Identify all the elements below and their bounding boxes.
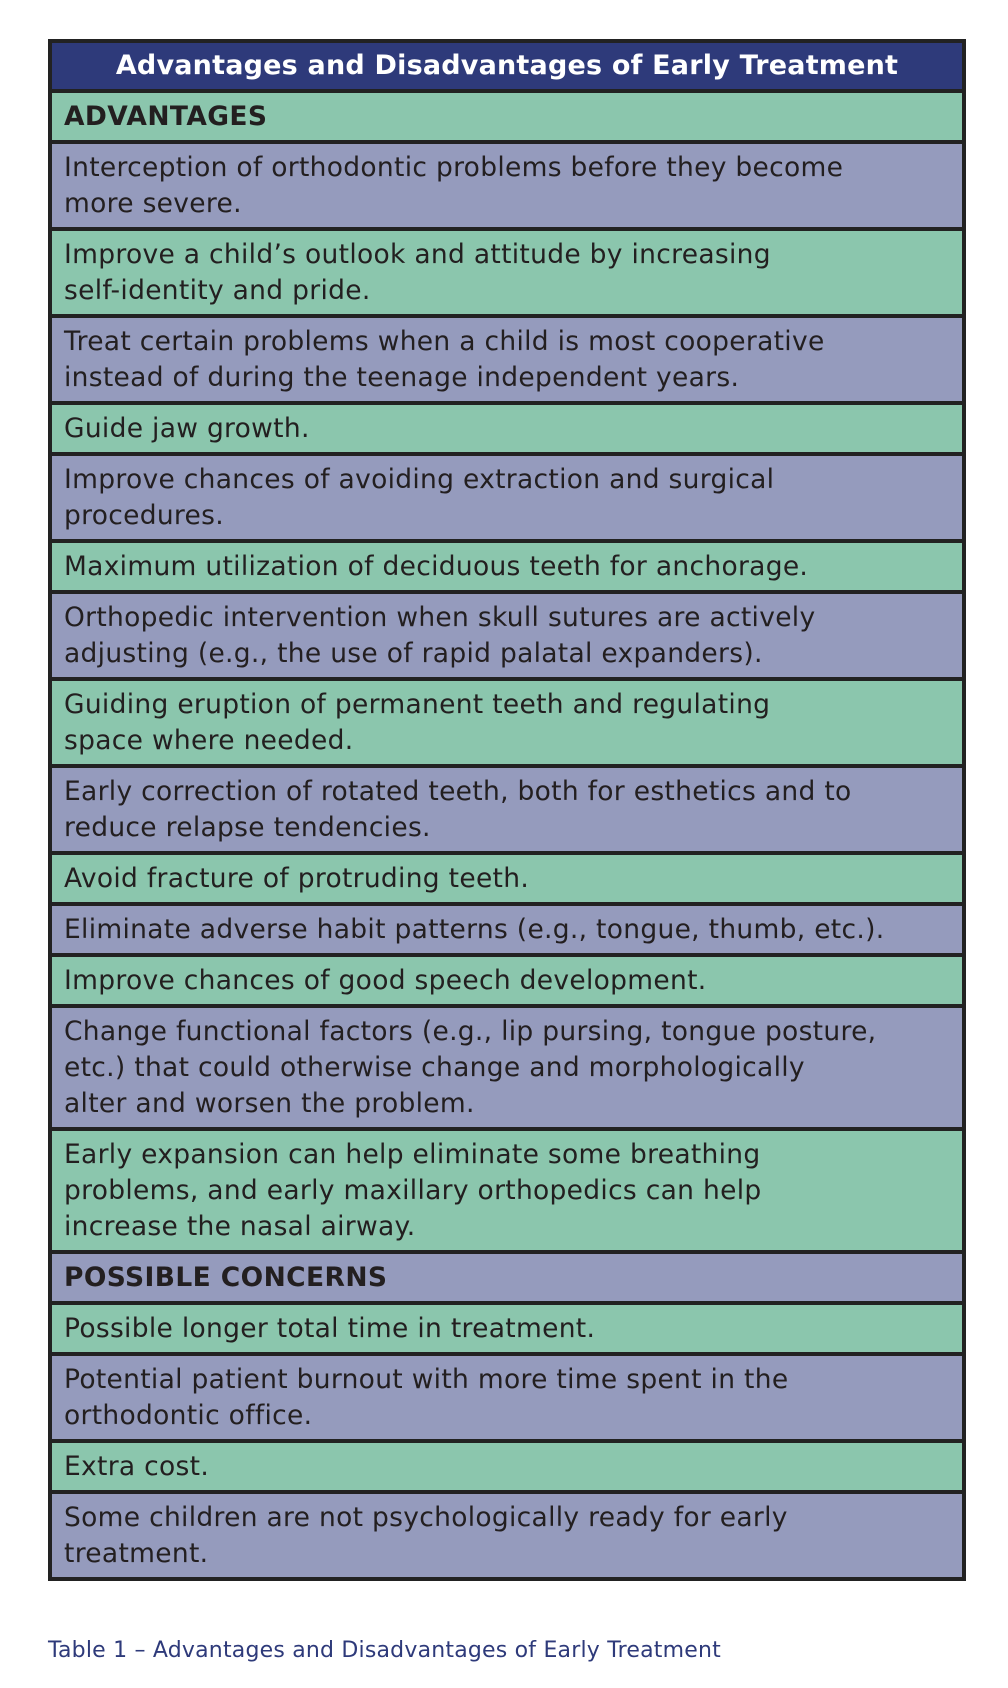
row-text-line: adjusting (e.g., the use of rapid palatal expanders). <box>64 638 763 669</box>
row-text-line: Early correction of rotated teeth, both for esthetics and to <box>64 776 852 807</box>
row-text-line: self-identity and pride. <box>64 275 371 306</box>
row-text-line: Treat certain problems when a child is most cooperative <box>64 326 825 357</box>
row-text-line: increase the nasal airway. <box>64 1211 416 1242</box>
section-header-text: ADVANTAGES <box>64 101 268 132</box>
section-header-text: POSSIBLE CONCERNS <box>64 1262 388 1293</box>
table-title: Advantages and Disadvantages of Early Treatment <box>52 43 962 89</box>
row-text-line: Change functional factors (e.g., lip pursing, tongue posture, <box>64 1016 877 1047</box>
table-row <box>52 1305 962 1352</box>
row-text-line: etc.) that could otherwise change and morphologically <box>64 1052 805 1083</box>
table-row <box>52 594 962 677</box>
table-row <box>52 906 962 953</box>
table-row <box>52 1494 962 1577</box>
row-text-line: Interception of orthodontic problems before they become <box>64 152 844 183</box>
row-text-line: Improve a child’s outlook and attitude by increasing <box>64 239 771 270</box>
table-row <box>52 1356 962 1439</box>
row-text-line: reduce relapse tendencies. <box>64 812 431 843</box>
row-text-line: Some children are not psychologically ready for early <box>64 1502 788 1533</box>
early-treatment-table <box>48 39 966 1581</box>
row-text-line: space where needed. <box>64 725 354 756</box>
row-text-line: orthodontic office. <box>64 1400 313 1431</box>
table-row <box>52 957 962 1004</box>
table-row <box>52 681 962 764</box>
row-text-line: Maximum utilization of deciduous teeth for anchorage. <box>64 551 809 582</box>
table-row <box>52 1131 962 1250</box>
table-row <box>52 768 962 851</box>
row-text-line: procedures. <box>64 500 224 531</box>
row-text-line: alter and worsen the problem. <box>64 1088 475 1119</box>
table-row <box>52 1443 962 1490</box>
row-text-line: Orthopedic intervention when skull sutures are actively <box>64 602 816 633</box>
row-text-line: Guide jaw growth. <box>64 413 310 444</box>
row-text-line: Guiding eruption of permanent teeth and regulating <box>64 689 771 720</box>
table-caption: Table 1 – Advantages and Disadvantages of Early Treatment <box>48 1638 721 1663</box>
row-text-line: treatment. <box>64 1538 209 1569</box>
table-row <box>52 855 962 902</box>
row-text-line: problems, and early maxillary orthopedics can help <box>64 1175 762 1206</box>
row-text-line: more severe. <box>64 188 242 219</box>
row-text-line: Eliminate adverse habit patterns (e.g., tongue, thumb, etc.). <box>64 914 885 945</box>
table-row <box>52 231 962 314</box>
section-header-row <box>52 1254 962 1301</box>
row-text-line: Avoid fracture of protruding teeth. <box>64 863 530 894</box>
row-text-line: Potential patient burnout with more time spent in the <box>64 1364 789 1395</box>
table-row <box>52 543 962 590</box>
row-text-line: instead of during the teenage independent years. <box>64 362 740 393</box>
row-text-line: Improve chances of good speech development. <box>64 965 707 996</box>
row-text-line: Possible longer total time in treatment. <box>64 1313 596 1344</box>
table-row <box>52 405 962 452</box>
table-row <box>52 144 962 227</box>
row-text-line: Improve chances of avoiding extraction and surgical <box>64 464 775 495</box>
section-header-row <box>52 93 962 140</box>
row-text-line: Early expansion can help eliminate some breathing <box>64 1139 761 1170</box>
table-row <box>52 318 962 401</box>
table-row <box>52 456 962 539</box>
row-text-line: Extra cost. <box>64 1451 210 1482</box>
table-row <box>52 1008 962 1127</box>
